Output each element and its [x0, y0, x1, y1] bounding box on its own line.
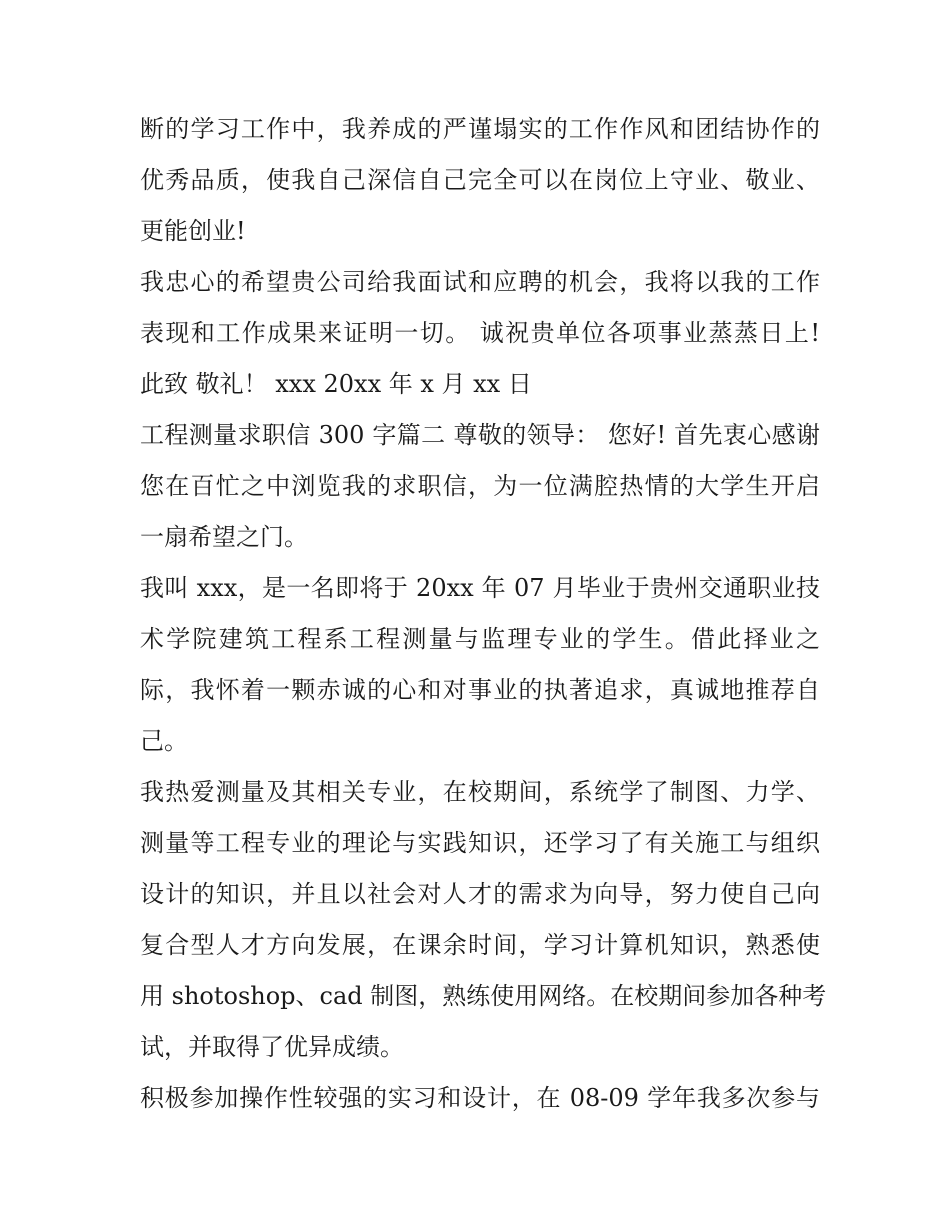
text-line: 术学院建筑工程系工程测量与监理专业的学生。借此择业之 — [140, 625, 820, 653]
text-line: 复合型人才方向发展，在课余时间，学习计算机知识，熟悉使 — [140, 931, 820, 959]
text-line: 优秀品质，使我自己深信自己完全可以在岗位上守业、敬业、 — [140, 166, 820, 194]
text-line: 更能创业! — [140, 217, 246, 245]
text-line: 我忠心的希望贵公司给我面试和应聘的机会，我将以我的工作 — [140, 268, 820, 296]
text-line: 际，我怀着一颗赤诚的心和对事业的执著追求，真诚地推荐自 — [140, 676, 820, 704]
text-line: 设计的知识，并且以社会对人才的需求为向导，努力使自己向 — [140, 880, 820, 908]
text-line: 我叫 xxx，是一名即将于 20xx 年 07 月毕业于贵州交通职业技 — [140, 574, 820, 602]
text-line: 断的学习工作中，我养成的严谨塌实的工作作风和团结协作的 — [140, 115, 820, 143]
text-line: 用 shotoshop、cad 制图，熟练使用网络。在校期间参加各种考 — [140, 982, 827, 1010]
text-line: 此致 敬礼！ xxx 20xx 年 x 月 xx 日 — [140, 370, 532, 398]
text-line: 表现和工作成果来证明一切。 诚祝贵单位各项事业蒸蒸日上! — [140, 319, 820, 347]
text-line: 我热爱测量及其相关专业，在校期间，系统学了制图、力学、 — [140, 778, 820, 806]
text-line: 您在百忙之中浏览我的求职信，为一位满腔热情的大学生开启 — [140, 472, 820, 500]
text-line: 积极参加操作性较强的实习和设计，在 08-09 学年我多次参与 — [140, 1084, 820, 1112]
document-body — [140, 104, 827, 1124]
text-line: 测量等工程专业的理论与实践知识，还学习了有关施工与组织 — [140, 829, 820, 857]
text-line: 一扇希望之门。 — [140, 523, 308, 551]
text-line: 己。 — [140, 727, 188, 755]
text-line: 工程测量求职信 300 字篇二 尊敬的领导： 您好! 首先衷心感谢 — [140, 421, 820, 449]
text-line: 试，并取得了优异成绩。 — [140, 1033, 404, 1061]
